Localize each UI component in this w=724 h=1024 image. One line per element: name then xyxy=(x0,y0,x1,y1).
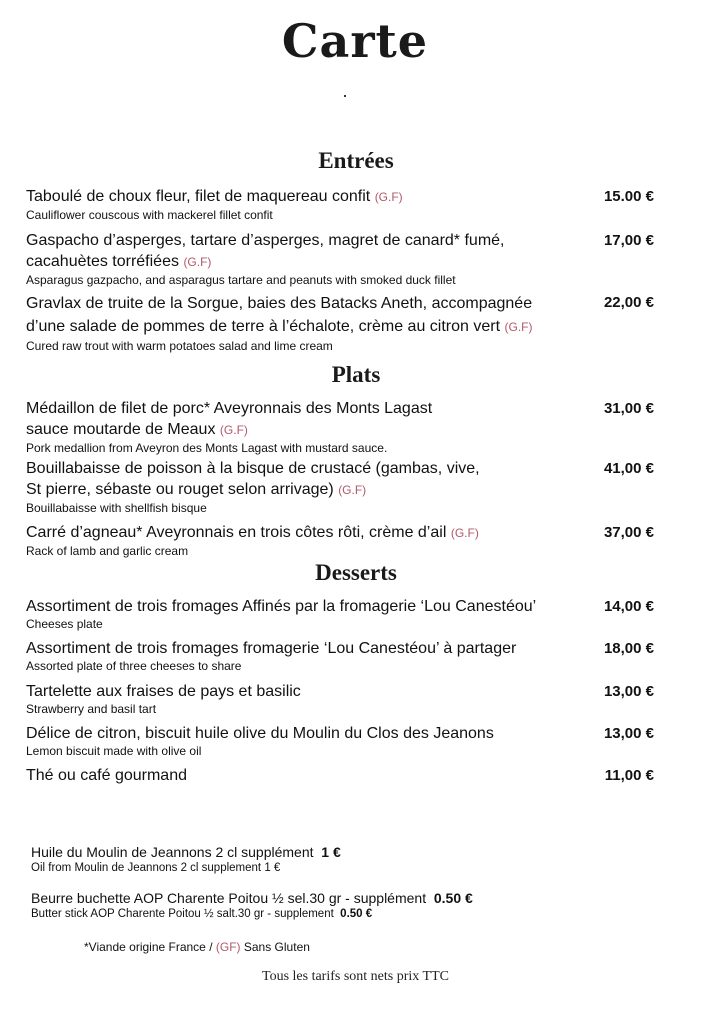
legend-note xyxy=(84,940,310,954)
menu-item xyxy=(26,522,666,558)
item-translation: Bouillabaisse with shellfish bisque xyxy=(26,501,207,515)
item-translation: Asparagus gazpacho, and asparagus tartare and peanuts with smoked duck fillet xyxy=(26,273,456,287)
menu-item xyxy=(26,723,666,758)
supplement-translation-price: 0.50 € xyxy=(340,908,373,920)
item-price: 37,00 € xyxy=(603,524,654,541)
gluten-free-badge: (GF) xyxy=(215,940,241,954)
supplement-translation: Oil from Moulin de Jeannons 2 cl supplement 1 € xyxy=(31,862,281,874)
gluten-free-badge: (G.F) xyxy=(219,423,248,437)
item-price: 17,00 € xyxy=(603,232,654,249)
menu-item xyxy=(26,596,666,631)
item-name: Gravlax de truite de la Sorgue, baies des Batacks Aneth, accompagnée d’une salade de pommes de terre à l’échalote, crème au citron vert xyxy=(26,295,533,335)
item-price: 13,00 € xyxy=(603,683,654,700)
item-name: Médaillon de filet de porc* Aveyronnais des Monts Lagast sauce moutarde de Meaux xyxy=(26,400,433,438)
item-price: 15.00 € xyxy=(603,188,654,205)
item-name: Assortiment de trois fromages fromagerie ‘Lou Canestéou’ à partager xyxy=(26,640,517,657)
gluten-free-badge: (G.F) xyxy=(374,190,403,204)
menu-item xyxy=(26,458,666,515)
item-translation: Pork medallion from Aveyron des Monts Lagast with mustard sauce. xyxy=(26,441,388,455)
item-name: Taboulé de choux fleur, filet de maquereau confit xyxy=(26,188,371,205)
item-name: Gaspacho d’asperges, tartare d’asperges, magret de canard* fumé, cacahuètes torréfiées xyxy=(26,232,505,270)
item-price: 14,00 € xyxy=(603,598,654,615)
gluten-free-badge: (G.F) xyxy=(504,320,533,334)
note-prefix: *Viande origine France / xyxy=(84,940,213,954)
supplement-name: Beurre buchette AOP Charente Poitou ½ sel.30 gr - supplément xyxy=(31,890,427,906)
menu-item xyxy=(26,230,666,287)
item-name: Assortiment de trois fromages Affinés par la fromagerie ‘Lou Canestéou’ xyxy=(26,598,537,615)
scan-speck xyxy=(344,95,346,97)
section-title-desserts: Desserts xyxy=(315,560,397,585)
supplement-item xyxy=(31,889,473,921)
supplement-price: 1 € xyxy=(321,844,341,860)
item-translation: Cheeses plate xyxy=(26,617,103,631)
menu-item xyxy=(26,765,666,786)
supplement-item xyxy=(31,843,341,875)
item-price: 22,00 € xyxy=(603,294,654,311)
item-price: 31,00 € xyxy=(603,400,654,417)
menu-item xyxy=(26,186,666,222)
item-translation: Assorted plate of three cheeses to share xyxy=(26,659,242,673)
item-translation: Cauliflower couscous with mackerel fillet confit xyxy=(26,208,273,222)
supplement-name: Huile du Moulin de Jeannons 2 cl supplément xyxy=(31,844,314,860)
gluten-free-badge: (G.F) xyxy=(183,255,212,269)
supplement-price: 0.50 € xyxy=(433,890,473,906)
menu-item xyxy=(26,638,666,673)
item-price: 18,00 € xyxy=(603,640,654,657)
item-price: 13,00 € xyxy=(603,725,654,742)
item-name: Carré d’agneau* Aveyronnais en trois côtes rôti, crème d’ail xyxy=(26,524,447,541)
item-name: Tartelette aux fraises de pays et basilic xyxy=(26,683,301,700)
note-suffix: Sans Gluten xyxy=(243,940,310,954)
item-name: Bouillabaisse de poisson à la bisque de crustacé (gambas, vive, St pierre, sébaste ou rouget selon arrivage) xyxy=(26,460,480,498)
item-translation: Lemon biscuit made with olive oil xyxy=(26,744,202,758)
item-translation: Cured raw trout with warm potatoes salad and lime cream xyxy=(26,339,333,353)
section-title-entrees: Entrées xyxy=(318,148,394,173)
item-translation: Strawberry and basil tart xyxy=(26,702,157,716)
item-price: 11,00 € xyxy=(604,767,654,784)
menu-item xyxy=(26,292,666,353)
gluten-free-badge: (G.F) xyxy=(338,483,367,497)
item-name: Thé ou café gourmand xyxy=(26,767,187,784)
item-translation: Rack of lamb and garlic cream xyxy=(26,544,189,558)
footer-note: Tous les tarifs sont nets prix TTC xyxy=(262,969,449,984)
item-price: 41,00 € xyxy=(603,460,654,477)
menu-item xyxy=(26,398,666,455)
section-title-plats: Plats xyxy=(331,362,381,387)
item-name: Délice de citron, biscuit huile olive du Moulin du Clos des Jeanons xyxy=(26,725,494,742)
supplement-translation: Butter stick AOP Charente Poitou ½ salt.30 gr - supplement xyxy=(31,908,334,920)
page-title: Carte xyxy=(281,14,429,68)
menu-item xyxy=(26,681,666,716)
gluten-free-badge: (G.F) xyxy=(450,526,479,540)
